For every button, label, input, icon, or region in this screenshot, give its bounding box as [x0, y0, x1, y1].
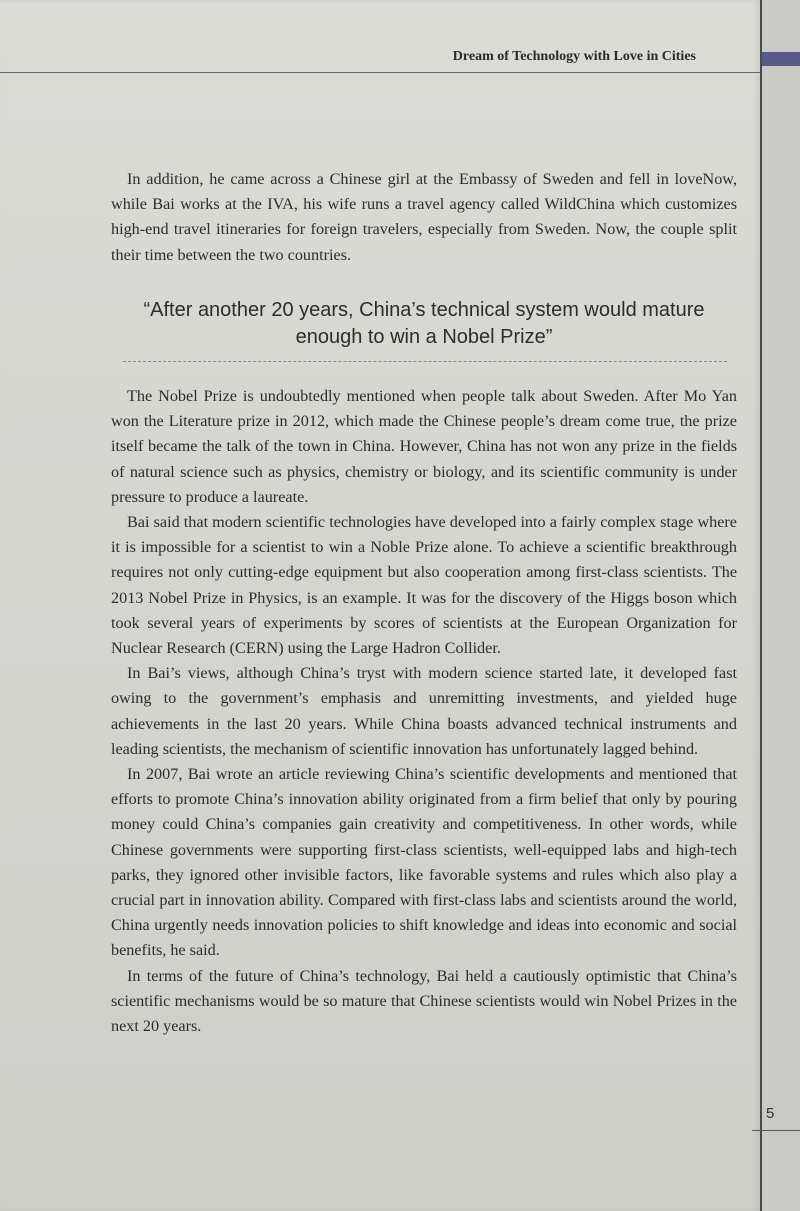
- heading-divider: [123, 361, 727, 362]
- intro-paragraph: In addition, he came across a Chinese girl at the Embassy of Sweden and fell in loveNow, while Bai works at the IVA, his wife runs a travel agency called WildChina which customizes high-end travel itineraries for foreign travelers, especially from Sweden. Now, the couple split their time between the two countries.: [111, 170, 737, 264]
- running-head: Dream of Technology with Love in Cities: [452, 49, 696, 64]
- header-rule: [0, 72, 760, 73]
- page-number: 5: [766, 1105, 775, 1122]
- article-body: [111, 384, 737, 1039]
- intro-block: [111, 167, 737, 268]
- body-paragraph: The Nobel Prize is undoubtedly mentioned when people talk about Sweden. After Mo Yan won the Literature prize in 2012, which made the Chinese people’s dream come true, the prize itself became the talk of the town in China. However, China has not won any prize in the fields of natural science such as physics, chemistry or biology, and its scientific community is under pressure to produce a laureate.: [111, 387, 737, 506]
- body-paragraph: In Bai’s views, although China’s tryst with modern science started late, it developed fast owing to the government’s emphasis and unremitting investments, and yielded huge achievements in the last 20 years. While China boasts advanced technical instruments and leading scientists, the mechanism of scientific innovation has unfortunately lagged behind.: [111, 664, 737, 758]
- section-heading: “After another 20 years, China’s technical system would mature enough to win a Nobel Prize”: [143, 299, 705, 348]
- page-number-rule: [752, 1130, 800, 1131]
- page-edge: [760, 0, 800, 1211]
- body-paragraph: In terms of the future of China’s technology, Bai held a cautiously optimistic that China’s scientific mechanisms would be so mature that Chinese scientists would win Nobel Prizes in the next 20 years.: [111, 966, 737, 1036]
- body-paragraph: Bai said that modern scientific technologies have developed into a fairly complex stage where it is impossible for a scientist to win a Noble Prize alone. To achieve a scientific breakthrough requires not only cutting-edge equipment but also cooperation among first-class scientists. The 2013 Nobel Prize in Physics, is an example. It was for the discovery of the Higgs boson which took several years of experiments by scores of scientists at the European Organization for Nuclear Research (CERN) using the Large Hadron Collider.: [111, 513, 737, 658]
- body-paragraph: In 2007, Bai wrote an article reviewing China’s scientific developments and mentioned that efforts to promote China’s innovation ability originated from a firm belief that only by pouring money could China’s companies gain creativity and competitiveness. In other words, while Chinese governments were supporting first-class scientists, well-equipped labs and high-tech parks, they ignored other invisible factors, like favorable systems and rules which also play a crucial part in innovation ability. Compared with first-class labs and scientists around the world, China urgently needs innovation policies to shift knowledge and ideas into economic and social benefits, he said.: [111, 765, 737, 960]
- chapter-tab: [762, 52, 800, 66]
